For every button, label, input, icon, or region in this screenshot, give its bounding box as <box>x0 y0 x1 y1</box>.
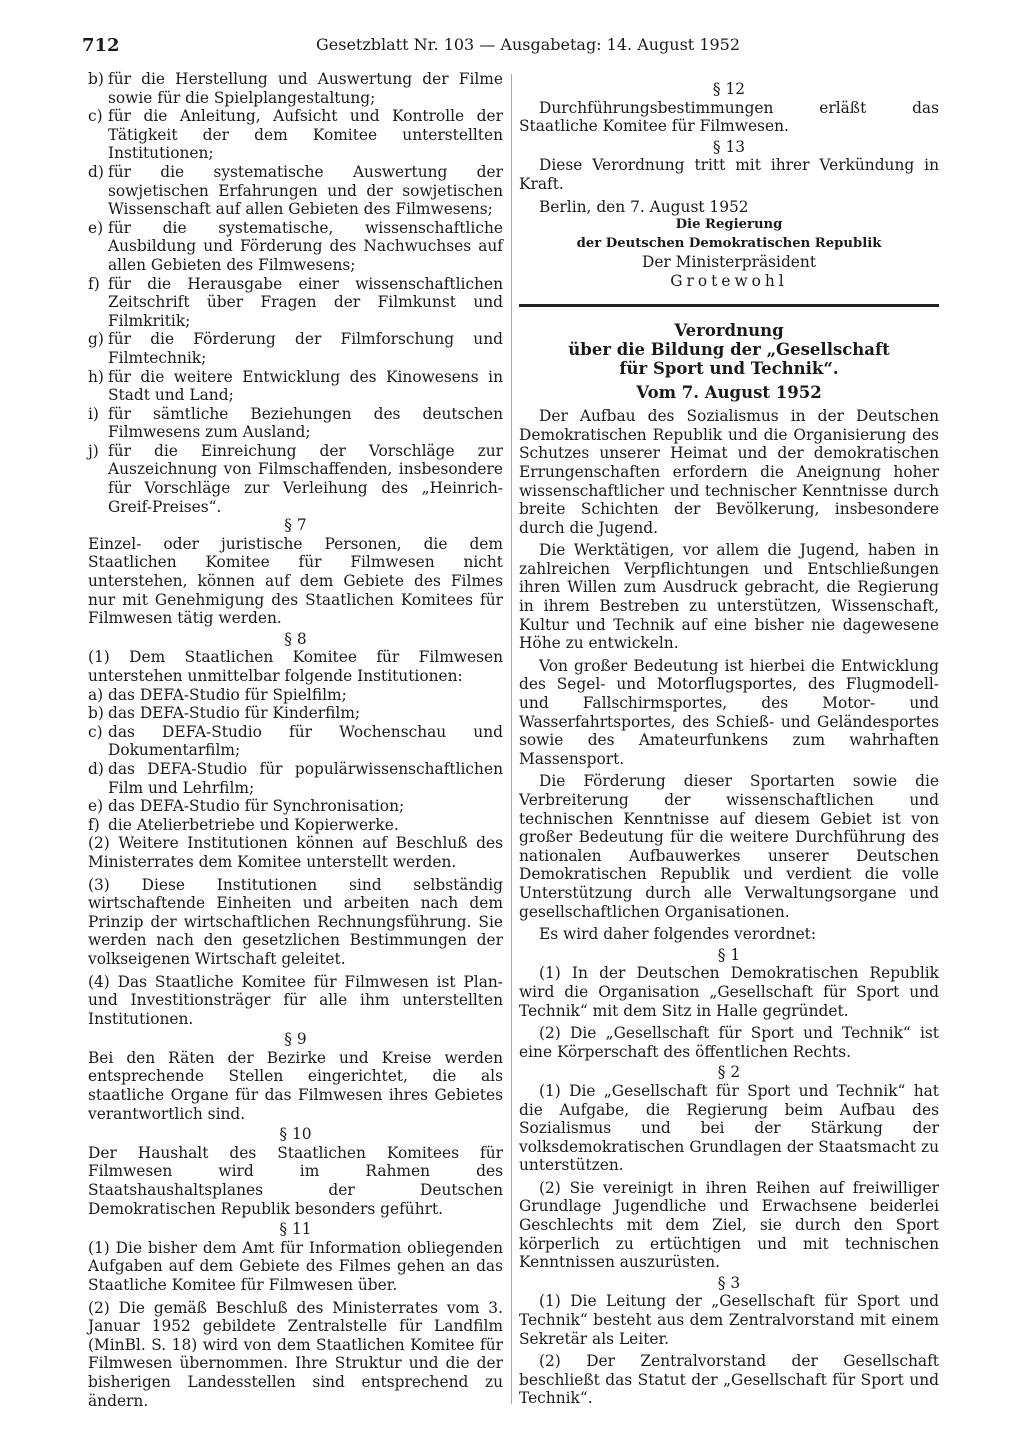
list-item-text: für sämtliche Beziehungen des deutschen Filmwesens zum Ausland; <box>108 404 503 442</box>
section-paragraph: (2) Die „Gesellschaft für Sport und Technik“ ist eine Körperschaft des öffentlichen Rechts. <box>519 1024 939 1061</box>
list-item-text: das DEFA-Studio für Kinderfilm; <box>108 704 361 723</box>
section-heading: § 1 <box>717 945 741 964</box>
list-item-marker: i) <box>88 404 99 423</box>
list-item-text: das DEFA-Studio für Synchronisation; <box>108 797 405 816</box>
list-item <box>88 330 503 367</box>
section-heading: § 13 <box>712 137 746 156</box>
section-heading: § 3 <box>717 1273 741 1292</box>
list-item-text: für die systematische Auswertung der sowjetischen Erfahrungen und der sowjetischen Wissenschaft auf allen Gebieten des Filmwesens; <box>108 162 503 219</box>
decree-date: Vom 7. August 1952 <box>636 382 822 402</box>
signature-government: Die Regierung <box>675 217 783 233</box>
list-item <box>88 219 503 275</box>
section-heading: § 10 <box>279 1125 312 1144</box>
list-item-marker: h) <box>88 367 104 386</box>
section-text: Einzel- oder juristische Personen, die dem Staatlichen Komitee für Filmwesen nicht unterstehen, können auf dem Gebiete des Filmes nur mit Genehmigung des Staatlichen Komitees für Filmwesen tätig werden. <box>88 534 503 628</box>
section-text: Durchführungsbestimmungen erläßt das Staatliche Komitee für Filmwesen. <box>519 98 939 136</box>
place-date: Berlin, den 7. August 1952 <box>539 197 749 216</box>
list-item <box>88 686 503 705</box>
duties-list <box>88 70 503 516</box>
section-paragraph: (3) Diese Institutionen sind selbständig wirtschaftende Einheiten und arbeiten nach dem Prinzip der wirtschaftlichen Rechnungsführung. Sie werden nach den gesetzlichen Bestimmungen der volkseigenen Wirtschaft geleitet. <box>88 875 503 968</box>
section-text: Diese Verordnung tritt mit ihrer Verkündung in Kraft. <box>519 156 939 193</box>
decree-title: für Sport und Technik“. <box>619 358 839 378</box>
list-item-text: für die Herausgabe einer wissenschaftlichen Zeitschrift über Fragen der Filmkunst und Filmkritik; <box>108 274 503 330</box>
list-item <box>88 70 503 107</box>
section-paragraph: (1) Die „Gesellschaft für Sport und Technik“ hat die Aufgabe, die Regierung beim Aufbau des Sozialismus und bei der Stärkung der volksdemokratischen Grundlagen der Staatsmacht zu unterstützen. <box>519 1081 939 1175</box>
page-number: 712 <box>82 35 120 56</box>
list-item <box>88 816 503 835</box>
left-column <box>88 70 503 1410</box>
decree-title: über die Bildung der „Gesellschaft <box>568 339 890 359</box>
list-item <box>88 163 503 219</box>
list-item-marker: f) <box>88 815 100 834</box>
list-item-text: für die weitere Entwicklung des Kinowesens in Stadt und Land; <box>108 367 503 405</box>
section-heading: § 2 <box>717 1063 741 1082</box>
list-item <box>88 797 503 816</box>
section-paragraph: (1) Die bisher dem Amt für Information obliegenden Aufgaben auf dem Gebiete des Filmes gehen an das Staatliche Komitee für Filmwesen über. <box>88 1238 503 1294</box>
list-item-marker: e) <box>88 218 104 237</box>
list-item-marker: e) <box>88 797 104 816</box>
preamble-paragraph: Die Förderung dieser Sportarten sowie die Verbreiterung der wissenschaftlichen und technischen Kenntnisse auf diesem Gebiet ist von großer Bedeutung für die weitere Durchführung des nationalen Aufbauwerkes unserer Deutschen Demokratischen Republik und verdient die volle Unterstützung durch alle Verwaltungsorgane und gesellschaftlichen Organisationen. <box>519 772 939 921</box>
signature-role: Der Ministerpräsident <box>641 253 817 272</box>
section-heading: § 8 <box>284 629 307 648</box>
list-item <box>88 442 503 516</box>
list-item-text: für die Anleitung, Aufsicht und Kontrolle der Tätigkeit der dem Komitee unterstellten Institutionen; <box>108 107 503 163</box>
section-text: Der Haushalt des Staatlichen Komitees für Filmwesen wird im Rahmen des Staatshaushaltsplanes der Deutschen Demokratischen Republik besonders geführt. <box>88 1143 503 1218</box>
list-item-marker: g) <box>88 330 104 349</box>
list-item-text: das DEFA-Studio für Spielfilm; <box>108 685 347 704</box>
list-item-text: für die Herstellung und Auswertung der Filme sowie für die Spielplangestaltung; <box>108 70 503 107</box>
list-item-marker: d) <box>88 759 104 778</box>
column-divider <box>511 74 512 1404</box>
order-line: Es wird daher folgendes verordnet: <box>539 925 817 944</box>
section-paragraph: (1) In der Deutschen Demokratischen Republik wird die Organisation „Gesellschaft für Sport und Technik“ mit dem Sitz in Halle gegründet. <box>519 964 939 1020</box>
list-item <box>88 368 503 405</box>
list-item <box>88 405 503 442</box>
section-heading: § 11 <box>279 1220 312 1239</box>
preamble-paragraph: Der Aufbau des Sozialismus in der Deutschen Demokratischen Republik und die Organisierung des Schutzes unserer Heimat und der demokratischen Errungenschaften erfordern die Aneignung hoher wissenschaftlicher und technischer Kenntnisse durch breite Schichten der Bevölkerung, insbesondere durch die Jugend. <box>519 407 939 537</box>
section-paragraph: (2) Der Zentralvorstand der Gesellschaft beschließt das Statut der „Gesellschaft für Sport und Technik“. <box>519 1352 939 1408</box>
list-item <box>88 107 503 163</box>
list-item <box>88 723 503 760</box>
list-item-marker: c) <box>88 722 103 741</box>
running-header: Gesetzblatt Nr. 103 — Ausgabetag: 14. August 1952 <box>316 35 741 54</box>
section-text: Bei den Räten der Bezirke und Kreise werden entsprechende Stellen eingerichtet, die als staatliche Organe für das Filmwesen ihres Gebietes verantwortlich sind. <box>88 1048 503 1123</box>
section-paragraph: (4) Das Staatliche Komitee für Filmwesen ist Plan- und Investitionsträger für alle ihm unterstellten Institutionen. <box>88 972 503 1028</box>
section-paragraph: (2) Die gemäß Beschluß des Ministerrates vom 3. Januar 1952 gebildete Zentralstelle für Landfilm (MinBl. S. 18) wird von dem Staatlichen Komitee für Filmwesen übernommen. Ihre Struktur und die der bisherigen Landesstellen sind entsprechend zu ändern. <box>88 1298 503 1410</box>
section-paragraph: (2) Sie vereinigt in ihren Reihen auf freiwilliger Grundlage Jugendliche und Erwachsene beiderlei Geschlechts mit dem Ziel, sie durch den Sport körperlich zu ertüchtigen und mit technischen Kenntnissen auszurüsten. <box>519 1178 939 1272</box>
list-item-marker: c) <box>88 107 103 126</box>
list-item <box>88 275 503 331</box>
list-item <box>88 704 503 723</box>
signature-name: Grotewohl <box>670 271 788 290</box>
section-paragraph: (1) Die Leitung der „Gesellschaft für Sport und Technik“ besteht aus dem Zentralvorstand mit einem Sekretär als Leiter. <box>519 1292 939 1348</box>
section-paragraph: (1) Dem Staatlichen Komitee für Filmwesen unterstehen unmittelbar folgende Institutionen: <box>88 648 503 685</box>
list-item-text: für die Förderung der Filmforschung und Filmtechnik; <box>108 330 503 367</box>
list-item-marker: a) <box>88 685 104 704</box>
signature-block <box>519 216 939 290</box>
institutions-list <box>88 686 503 835</box>
section-heading: § 9 <box>284 1030 307 1049</box>
list-item-marker: j) <box>88 441 99 460</box>
list-item-text: für die systematische, wissenschaftliche Ausbildung und Förderung des Nachwuchses auf allen Gebieten des Filmwesens; <box>108 218 503 274</box>
signature-state: der Deutschen Demokratischen Republik <box>576 235 882 251</box>
list-item-text: die Atelierbetriebe und Kopierwerke. <box>108 815 399 834</box>
preamble-paragraph: Die Werktätigen, vor allem die Jugend, haben in zahlreichen Verpflichtungen und Entschließungen ihren Willen zum Ausdruck gebracht, die Regierung in ihrem Bestreben zu unterstützen, Wissenschaft, Kultur und Technik auf eine bisher nie dagewesene Höhe zu entwickeln. <box>519 541 939 653</box>
right-column <box>519 80 939 1408</box>
section-rule <box>519 304 939 307</box>
list-item <box>88 760 503 797</box>
section-paragraph: (2) Weitere Institutionen können auf Beschluß des Ministerrates dem Komitee unterstellt werden. <box>88 834 503 871</box>
decree-title: Verordnung <box>674 320 784 340</box>
list-item-text: das DEFA-Studio für populärwissenschaftlichen Film und Lehrfilm; <box>108 759 503 797</box>
list-item-text: für die Einreichung der Vorschläge zur Auszeichnung von Filmschaffenden, insbesondere für Vorschläge zur Verleihung des „Heinrich-Greif-Preises“. <box>108 441 503 516</box>
list-item-marker: b) <box>88 704 104 723</box>
section-heading: § 7 <box>284 516 307 535</box>
list-item-marker: b) <box>88 70 104 88</box>
list-item-marker: f) <box>88 274 100 293</box>
list-item-text: das DEFA-Studio für Wochenschau und Dokumentarfilm; <box>108 722 503 760</box>
list-item-marker: d) <box>88 162 104 181</box>
section-heading: § 12 <box>712 80 746 98</box>
preamble-paragraph: Von großer Bedeutung ist hierbei die Entwicklung des Segel- und Motorflugsportes, des Flugmodell- und Fallschirmsportes, des Motor- und Wasserfahrtsportes, des Schieß- und Geländesportes sowie des Amateurfunkens zum wahrhaften Massensport. <box>519 656 939 768</box>
